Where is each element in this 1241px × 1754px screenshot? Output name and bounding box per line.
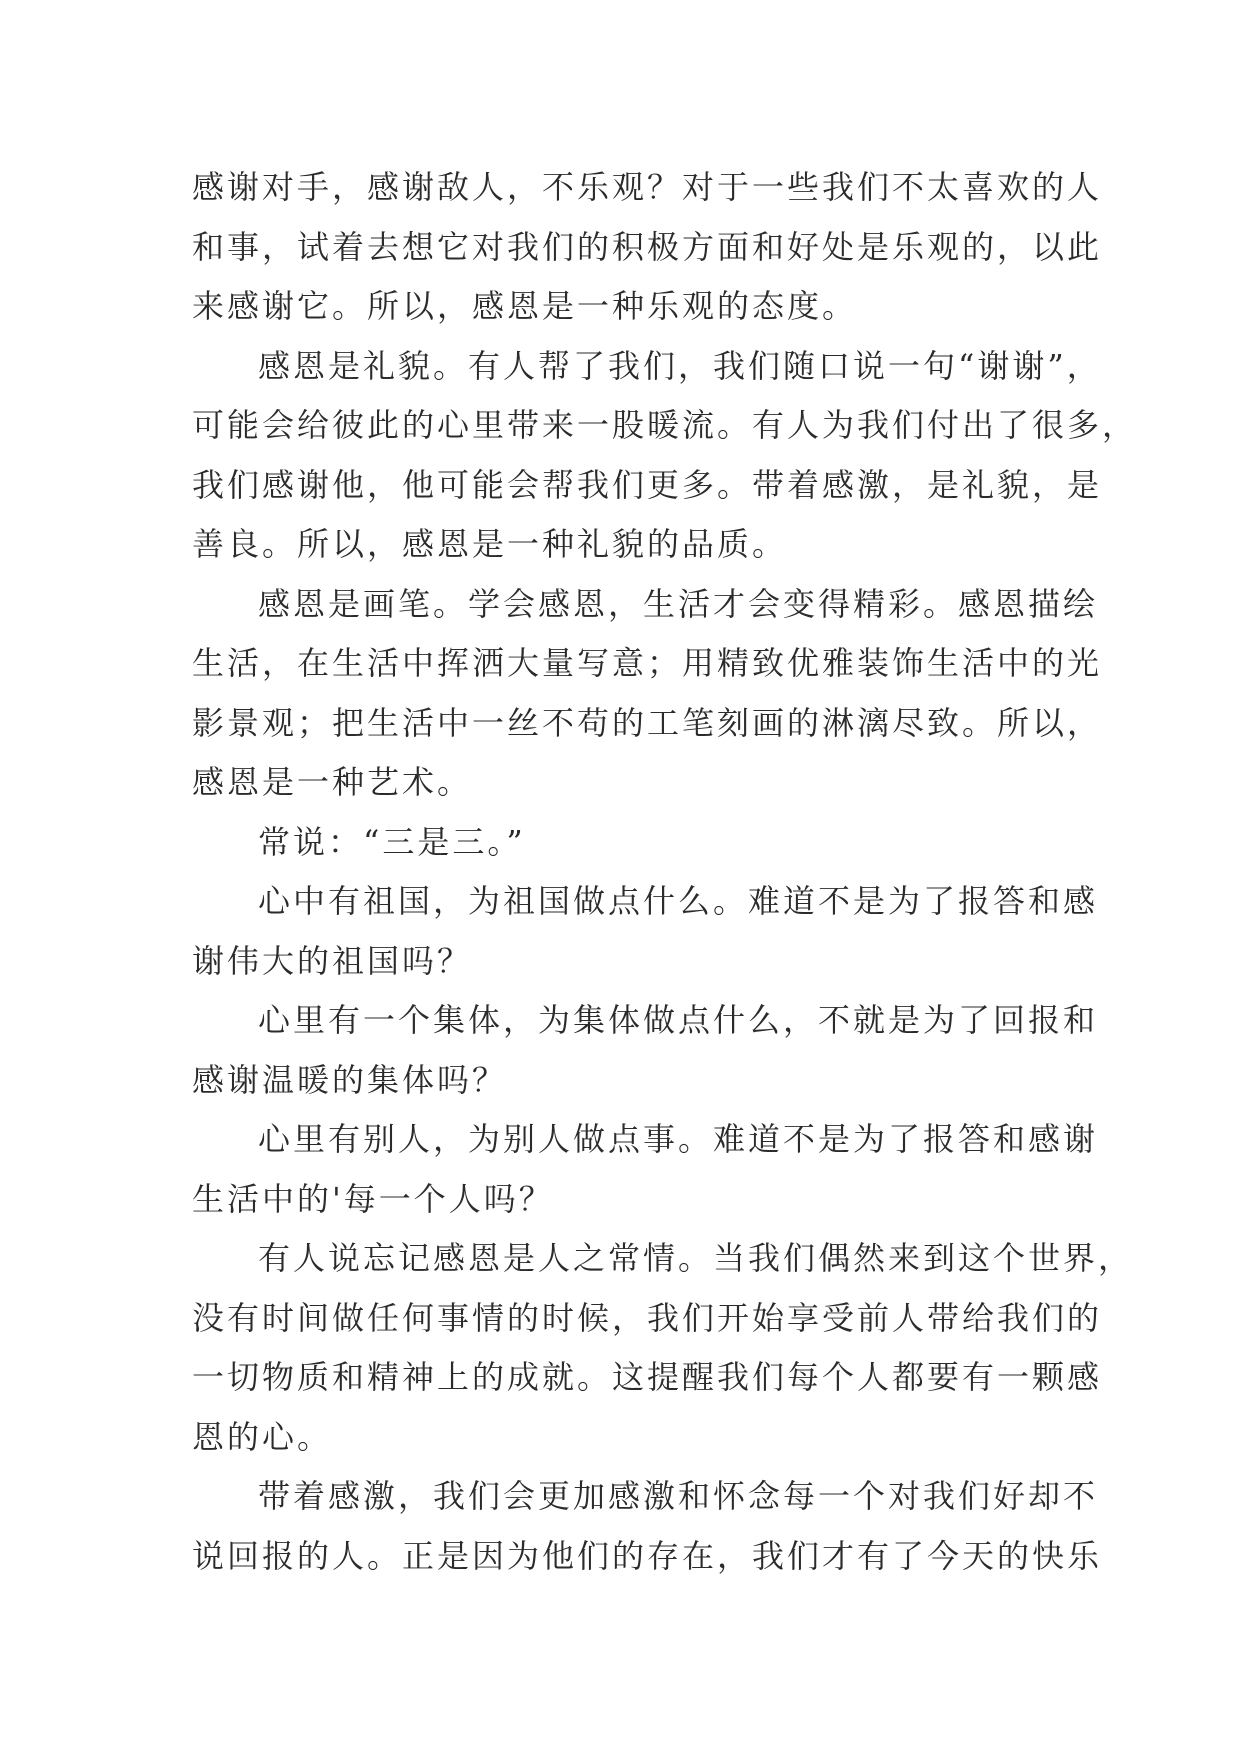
text-line: 善良。所以，感恩是一种礼貌的品质。 [192,525,788,563]
text-line: 可能会给彼此的心里带来一股暖流。有人为我们付出了很多， [192,406,1138,444]
paragraph [192,813,1062,873]
text-line: 带着感激，我们会更加感激和怀念每一个对我们好却不 [258,1477,1099,1515]
text-line: 影景观；把生活中一丝不苟的工笔刻画的淋漓尽致。所以， [192,703,1103,742]
text-line: 和事，试着去想它对我们的积极方面和好处是乐观的，以此 [192,227,1103,266]
paragraph [192,1229,1134,1467]
paragraph [192,872,1099,991]
text-line: 我们感谢他，他可能会帮我们更多。带着感激，是礼貌，是 [192,465,1103,504]
text-line: 感恩是一种艺术。 [192,763,473,801]
paragraph [192,337,1138,575]
body-text [192,158,1138,1586]
text-line: 一切物质和精神上的成就。这提醒我们每个人都要有一颗感 [192,1358,1103,1396]
text-line: 心里有一个集体，为集体做点什么，不就是为了回报和 [258,1001,1099,1039]
text-line: 心中有祖国，为祖国做点什么。难道不是为了报答和感 [258,882,1099,920]
text-line: 说回报的人。正是因为他们的存在，我们才有了今天的快乐 [192,1536,1103,1575]
text-line: 心里有别人，为别人做点事。难道不是为了报答和感谢 [258,1120,1099,1158]
text-line: 感恩是礼貌。有人帮了我们，我们随口说一句“谢谢”， [258,346,1102,385]
text-line: 感谢温暖的集体吗？ [192,1060,508,1099]
paragraph [192,158,1103,337]
text-line: 有人说忘记感恩是人之常情。当我们偶然来到这个世界， [258,1239,1134,1277]
text-line: 恩的心。 [192,1417,333,1456]
text-line: 没有时间做任何事情的时候，我们开始享受前人带给我们的 [192,1298,1103,1337]
paragraph [192,575,1103,813]
text-line: 生活中的'每一个人吗？ [192,1179,554,1218]
text-line: 感恩是画笔。学会感恩，生活才会变得精彩。感恩描绘 [258,584,1099,623]
text-line: 常说：“三是三。” [258,822,526,861]
paragraph [192,1467,1103,1586]
text-line: 感谢对手，感谢敌人，不乐观？对于一些我们不太喜欢的人 [192,168,1103,206]
text-line: 来感谢它。所以，感恩是一种乐观的态度。 [192,287,858,325]
paragraph [192,991,1099,1110]
text-line: 生活，在生活中挥洒大量写意；用精致优雅装饰生活中的光 [192,644,1103,682]
text-line: 谢伟大的祖国吗？ [192,941,473,980]
paragraph [192,1110,1099,1229]
